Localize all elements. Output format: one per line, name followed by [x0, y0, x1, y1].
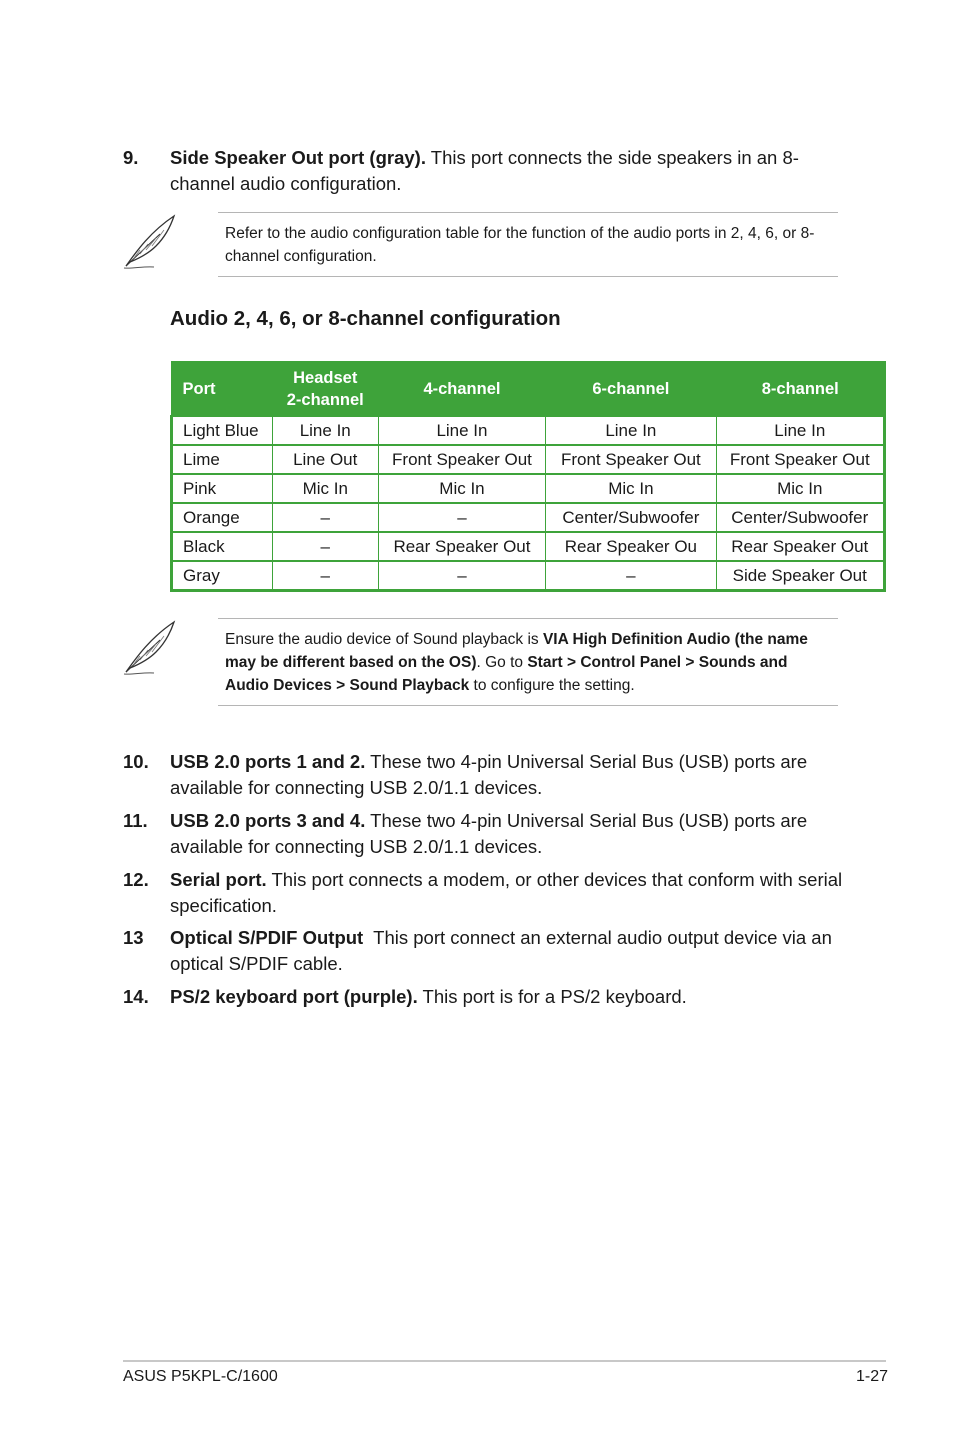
item-number: 14.: [123, 986, 149, 1007]
table-cell: Front Speaker Out: [546, 445, 716, 474]
item-title: Side Speaker Out port (gray).: [170, 147, 426, 168]
table-row: [172, 561, 885, 591]
note-box: [218, 212, 838, 277]
table-cell: –: [272, 503, 378, 532]
item-title: Optical S/PDIF Output: [170, 927, 364, 948]
item-text: This port connect an external audio output device via an optical S/PDIF cable.: [170, 927, 837, 974]
footer-page-number: 1-27: [855, 1368, 888, 1385]
table-cell: Lime: [172, 445, 273, 474]
table-cell: –: [272, 561, 378, 591]
table-cell: Rear Speaker Out: [378, 532, 545, 561]
table-cell: Line In: [272, 416, 378, 445]
item-title: USB 2.0 ports 1 and 2.: [170, 751, 366, 772]
table-row: [172, 503, 885, 532]
table-cell: –: [378, 503, 545, 532]
item-text: These two 4-pin Universal Serial Bus (USB) ports are available for connecting USB 2.0/1.1 devices.: [170, 751, 808, 798]
table-cell: Mic In: [716, 474, 884, 503]
footer-divider: [123, 1360, 886, 1362]
item-text: This port connects the side speakers in an 8-channel audio configuration.: [170, 147, 799, 194]
column-header: Headset 2-channel: [272, 362, 378, 416]
item-number: 9.: [123, 147, 139, 168]
table-cell: Side Speaker Out: [716, 561, 884, 591]
item-text: These two 4-pin Universal Serial Bus (USB) ports are available for connecting USB 2.0/1.1 devices.: [170, 810, 808, 857]
item-number: 10.: [123, 751, 149, 772]
list-item-14: [123, 984, 843, 1010]
table-cell: Center/Subwoofer: [716, 503, 884, 532]
section-heading: Audio 2, 4, 6, or 8-channel configuration: [170, 307, 561, 330]
column-header: 6-channel: [546, 362, 716, 416]
note-text: Ensure the audio device of Sound playback is VIA High Definition Audio (the name may be different based on the OS). Go to Start > Control Panel > Sounds and Audio Devices > Sound Playback to configure the setting.: [225, 631, 808, 694]
table-row: [172, 416, 885, 445]
table-cell: Front Speaker Out: [378, 445, 545, 474]
list-item-9: [123, 145, 843, 197]
column-header: 8-channel: [716, 362, 884, 416]
item-number: 12.: [123, 869, 149, 890]
quill-pen-icon: [120, 618, 180, 676]
table-cell: Pink: [172, 474, 273, 503]
audio-config-table: [170, 361, 886, 592]
footer-product-name: ASUS P5KPL-C/1600: [123, 1368, 278, 1385]
list-item-10: [123, 749, 843, 801]
item-number: 11.: [123, 810, 148, 831]
table-cell: Mic In: [546, 474, 716, 503]
quill-pen-icon: [120, 212, 180, 270]
list-item-11: [123, 808, 843, 860]
note-box: [218, 618, 838, 706]
table-row: [172, 532, 885, 561]
list-item-12: [123, 867, 843, 919]
column-header: Port: [172, 362, 273, 416]
table-cell: Rear Speaker Out: [716, 532, 884, 561]
table-cell: Front Speaker Out: [716, 445, 884, 474]
item-text: This port connects a modem, or other devices that conform with serial specification.: [170, 869, 843, 916]
table-cell: Gray: [172, 561, 273, 591]
table-cell: Center/Subwoofer: [546, 503, 716, 532]
item-number: 13: [123, 927, 144, 948]
table-cell: Black: [172, 532, 273, 561]
table-cell: Light Blue: [172, 416, 273, 445]
table-cell: Line Out: [272, 445, 378, 474]
table-cell: Mic In: [378, 474, 545, 503]
item-title: PS/2 keyboard port (purple).: [170, 986, 418, 1007]
table-cell: –: [378, 561, 545, 591]
column-header: 4-channel: [378, 362, 545, 416]
item-title: USB 2.0 ports 3 and 4.: [170, 810, 366, 831]
table-cell: –: [546, 561, 716, 591]
table-cell: –: [272, 532, 378, 561]
table-cell: Orange: [172, 503, 273, 532]
item-text: This port is for a PS/2 keyboard.: [417, 986, 687, 1007]
item-title: Serial port.: [170, 869, 267, 890]
table-cell: Line In: [716, 416, 884, 445]
note-text: Refer to the audio configuration table for the function of the audio ports in 2, 4, 6, or 8-channel configuration.: [225, 225, 815, 265]
list-item-13: [123, 925, 843, 977]
table-cell: Rear Speaker Ou: [546, 532, 716, 561]
table-cell: Line In: [546, 416, 716, 445]
table-header-row: [172, 362, 885, 416]
table-row: [172, 474, 885, 503]
table-cell: Mic In: [272, 474, 378, 503]
table-row: [172, 445, 885, 474]
table-cell: Line In: [378, 416, 545, 445]
